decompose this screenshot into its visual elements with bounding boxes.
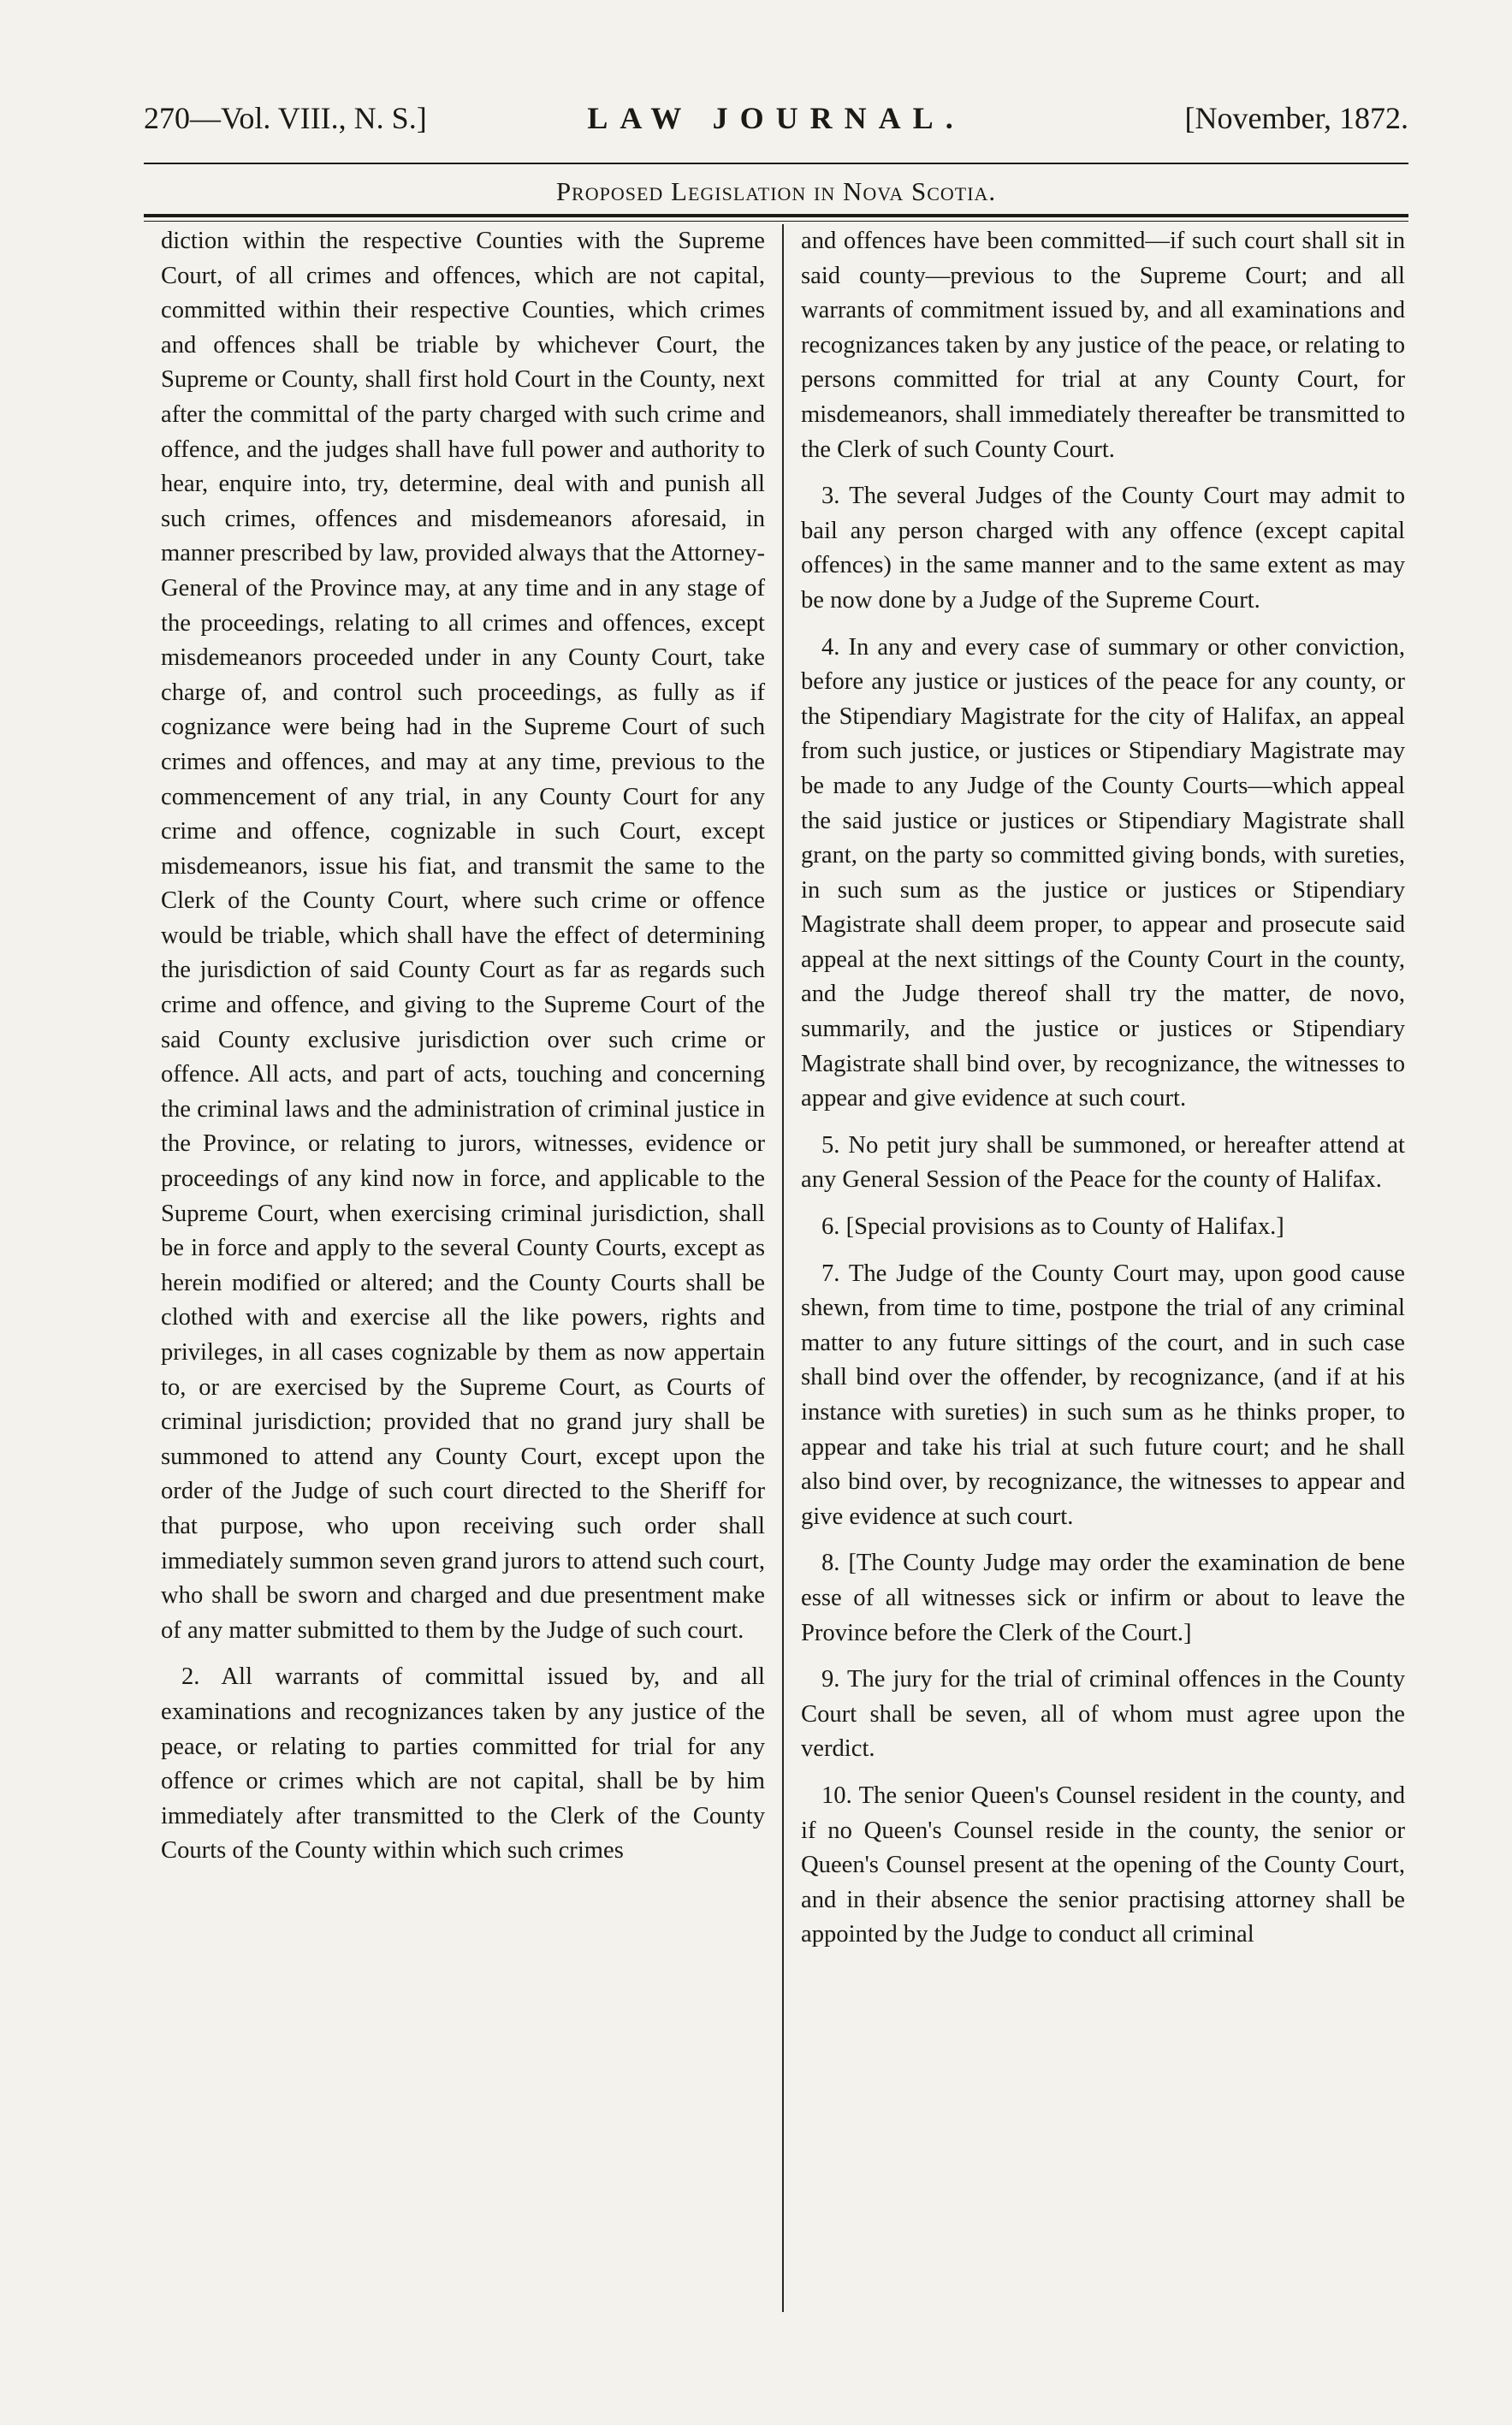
paragraph: 2. All warrants of committal issued by, and all examinations and recognizances taken by any justice of the peace, or relating to parties committed for trial for any offence or crimes which are not capital, shall be by him immediately after transmitted to the Clerk of the County Courts of the County within which such crimes: [161, 1663, 765, 1865]
right-column: [801, 224, 1405, 2303]
paragraph: 10. The senior Queen's Counsel resident in the county, and if no Queen's Counsel reside in the county, the senior or Queen's Counsel present at the opening of the County Court, and in their absence the senior practising attorney shall be appointed by the Judge to conduct all criminal: [801, 1782, 1405, 1948]
paragraph: 4. In any and every case of summary or other conviction, before any justice or justices of the peace for any county, or the Stipendiary Magistrate for the city of Halifax, an appeal from such justice, or justices or Stipendiary Magistrate may be made to any Judge of the County Courts—which appeal the said justice or justices or Stipendiary Magistrate shall grant, on the party so committed giving bonds, with sureties, in such sum as the justice or justices or Stipendiary Magistrate shall deem proper, to appear and prosecute said appeal at the next sittings of the County Court in the county, and the Judge thereof shall try the matter, de novo, summarily, and the justice or justices or Stipendiary Magistrate shall bind over, by recognizance, the witnesses to appear and give evidence at such court.: [801, 633, 1405, 1112]
paragraph: and offences have been committed—if such court shall sit in said county—previous to the Supreme Court; and all warrants of commitment issued by, and all examinations and recognizances taken by any justice of the peace, or relating to persons committed for trial at any County Court, for misdemeanors, shall immediately thereafter be transmitted to the Clerk of such County Court.: [801, 228, 1405, 463]
paragraph: 3. The several Judges of the County Court may admit to bail any person charged with any offence (except capital offences) in the same manner and to the same extent as may be now done by a Judge of the Supreme Court.: [801, 483, 1405, 614]
column-divider: [782, 224, 784, 2312]
left-column: [161, 224, 765, 2303]
paragraph: 7. The Judge of the County Court may, upon good cause shewn, from time to time, postpone the trial of any criminal matter to any future sittings of the court, and in such case shall bind over the offender, by recognizance, (and if at his instance with sureties) in such sum as he thinks proper, to appear and take his trial at such future court; and he shall also bind over, by recognizance, the witnesses to appear and give evidence at such court.: [801, 1260, 1405, 1530]
paragraph: 9. The jury for the trial of criminal offences in the County Court shall be seven, all of whom must agree upon the verdict.: [801, 1666, 1405, 1763]
title-rule-thin: [144, 221, 1408, 222]
section-title: Proposed Legislation in Nova Scotia.: [555, 176, 997, 206]
running-header: [144, 92, 1408, 144]
paragraph: diction within the respective Counties with the Supreme Court, of all crimes and offences, which are not capital, committed within their respective Counties, which crimes and offences shall be triable by whichever Court, the Supreme or County, shall first hold Court in the County, next after the committal of the party charged with such crime and offence, and the judges shall have full power and authority to hear, enquire into, try, determine, deal with and punish all such crimes, offences and misdemeanors aforesaid, in manner prescribed by law, provided always that the Attorney-General of the Province may, at any time and in any stage of the proceedings, relating to all crimes and offences, except misdemeanors proceeded under in any County Court, take charge of, and control such proceedings, as fully as if cognizance were being had in the Supreme Court of such crimes and offences, and may at any time, previous to the commencement of any trial, in any County Court for any crime and offence, cognizable in such Court, except misdemeanors, issue his fiat, and transmit the same to the Clerk of the County Court, where such crime or offence would be triable, which shall have the effect of determining the jurisdiction of said County Court as far as regards such crime and offence, and giving to the Supreme Court of the said County exclusive jurisdiction over such crime or offence. All acts, and part of acts, touching and concerning the criminal laws and the administration of criminal justice in the Province, or relating to jurors, witnesses, evidence or proceedings of any kind now in force, and applicable to the Supreme Court, when exercising criminal jurisdiction, shall be in force and apply to the several County Courts, except as herein modified or altered; and the County Courts shall be clothed with and exercise all the like powers, rights and privileges, in all cases cognizable by them as now appertain to, or are exercised by the Supreme Court, as Courts of criminal jurisdiction; provided that no grand jury shall be summoned to attend any County Court, except upon the order of the Judge of such court directed to the Sheriff for that purpose, who upon receiving such order shall immediately summon seven grand jurors to attend such court, who shall be sworn and charged and due presentment make of any matter submitted to them by the Judge of such court.: [161, 228, 765, 1644]
paragraph: 5. No petit jury shall be summoned, or hereafter attend at any General Session of the Peace for the county of Halifax.: [801, 1131, 1405, 1194]
paragraph: 6. [Special provisions as to County of Halifax.]: [821, 1213, 1284, 1241]
journal-title: LAW JOURNAL.: [587, 101, 965, 135]
title-rule-thick: [144, 214, 1408, 217]
issue-date: [November, 1872.: [1184, 101, 1408, 135]
header-rule: [144, 163, 1408, 164]
page-volume-label: 270—Vol. VIII., N. S.]: [144, 101, 427, 135]
paragraph: 8. [The County Judge may order the examination de bene esse of all witnesses sick or infirm or about to leave the Province before the Clerk of the Court.]: [801, 1550, 1405, 1646]
